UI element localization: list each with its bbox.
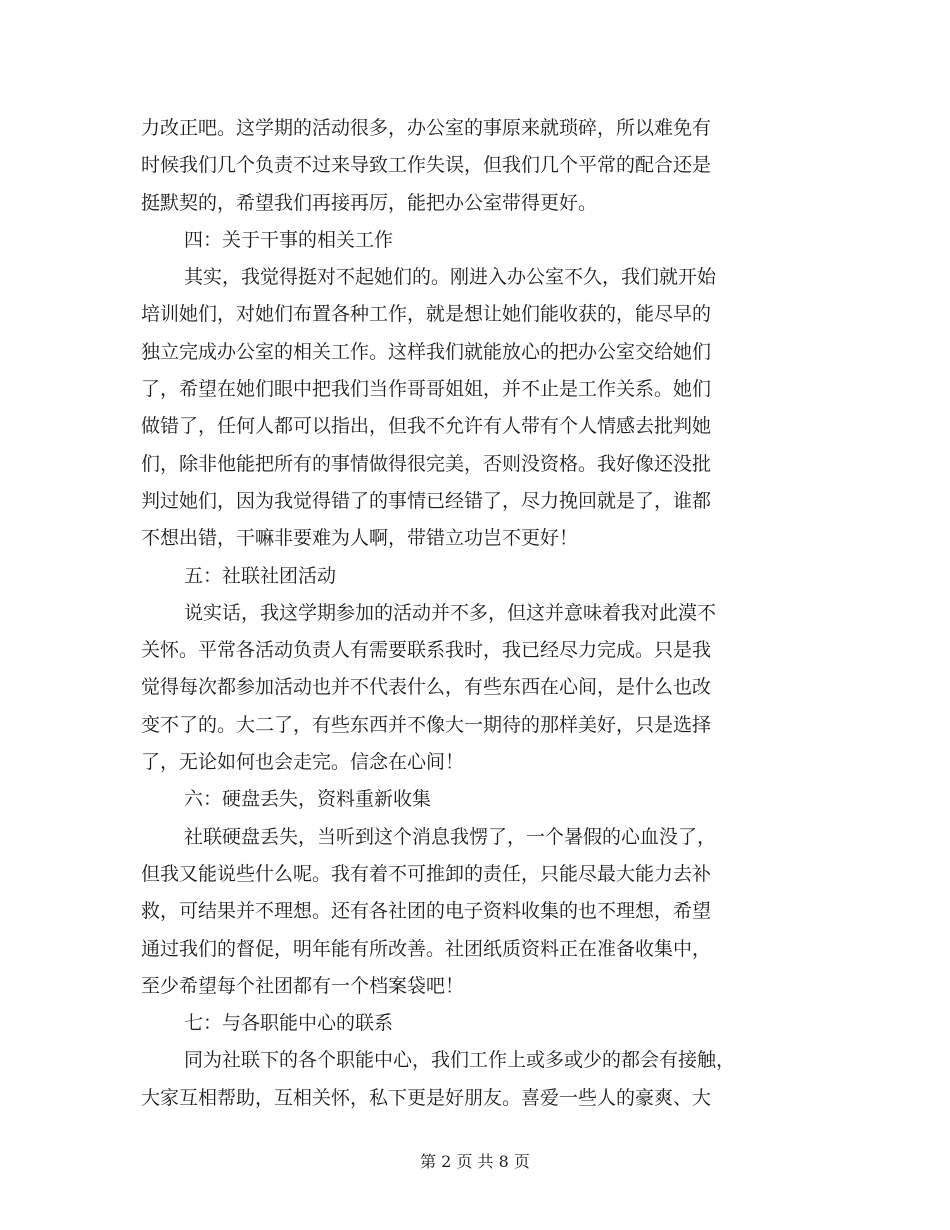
paragraph-line: 其实，我觉得挺对不起她们的。刚进入办公室不久，我们就开始 xyxy=(184,266,717,289)
paragraph-line: 关怀。平常各活动负责人有需要联系我时，我已经尽力完成。只是我 xyxy=(141,639,712,662)
paragraph-line: 说实话，我这学期参加的活动并不多，但这并意味着我对此漠不 xyxy=(184,601,717,624)
paragraph-line: 但我又能说些什么呢。我有着不可推卸的责任，只能尽最大能力去补 xyxy=(141,862,712,885)
paragraph-line: 做错了，任何人都可以指出，但我不允许有人带有个人情感去批判她 xyxy=(141,415,712,438)
paragraph-line: 力改正吧。这学期的活动很多，办公室的事原来就琐碎，所以难免有 xyxy=(141,117,712,139)
paragraph-line: 变不了的。大二了，有些东西并不像大一期待的那样美好，只是选择 xyxy=(141,713,712,736)
paragraph-line: 独立完成办公室的相关工作。这样我们就能放心的把办公室交给她们 xyxy=(141,340,712,363)
page-footer: 第 2 页 共 8 页 xyxy=(420,1152,530,1171)
section-heading: 六：硬盘丢失，资料重新收集 xyxy=(184,788,432,811)
paragraph-line: 不想出错，干嘛非要难为人啊，带错立功岂不更好！ xyxy=(141,527,579,550)
paragraph-line: 觉得每次都参加活动也并不代表什么，有些东西在心间，是什么也改 xyxy=(141,676,712,699)
paragraph-line: 了，希望在她们眼中把我们当作哥哥姐姐，并不止是工作关系。她们 xyxy=(141,378,712,401)
paragraph-line: 大家互相帮助，互相关怀，私下更是好朋友。喜爱一些人的豪爽、大 xyxy=(141,1086,712,1109)
paragraph-line: 培训她们，对她们布置各种工作，就是想让她们能收获的，能尽早的 xyxy=(141,303,712,326)
document-body xyxy=(141,110,801,1117)
paragraph-line: 了，无论如何也会走完。信念在心间！ xyxy=(141,751,465,774)
paragraph-line: 通过我们的督促，明年能有所改善。社团纸质资料正在准备收集中， xyxy=(141,937,712,960)
section-heading: 四：关于干事的相关工作 xyxy=(184,228,394,251)
paragraph-line: 至少希望每个社团都有一个档案袋吧！ xyxy=(141,974,465,997)
paragraph-line: 社联硬盘丢失，当听到这个消息我愣了，一个暑假的心血没了， xyxy=(184,825,717,848)
paragraph-line: 救，可结果并不理想。还有各社团的电子资料收集的也不理想，希望 xyxy=(141,900,712,923)
paragraph-line: 判过她们，因为我觉得错了的事情已经错了，尽力挽回就是了，谁都 xyxy=(141,489,712,512)
paragraph-line: 时候我们几个负责不过来导致工作失误，但我们几个平常的配合还是 xyxy=(141,154,712,177)
section-heading: 七：与各职能中心的联系 xyxy=(184,1012,394,1035)
paragraph-line: 同为社联下的各个职能中心，我们工作上或多或少的都会有接触， xyxy=(184,1049,736,1072)
paragraph-line: 们，除非他能把所有的事情做得很完美，否则没资格。我好像还没批 xyxy=(141,452,712,475)
section-heading: 五：社联社团活动 xyxy=(184,564,337,587)
paragraph-line: 挺默契的，希望我们再接再厉，能把办公室带得更好。 xyxy=(141,191,598,214)
